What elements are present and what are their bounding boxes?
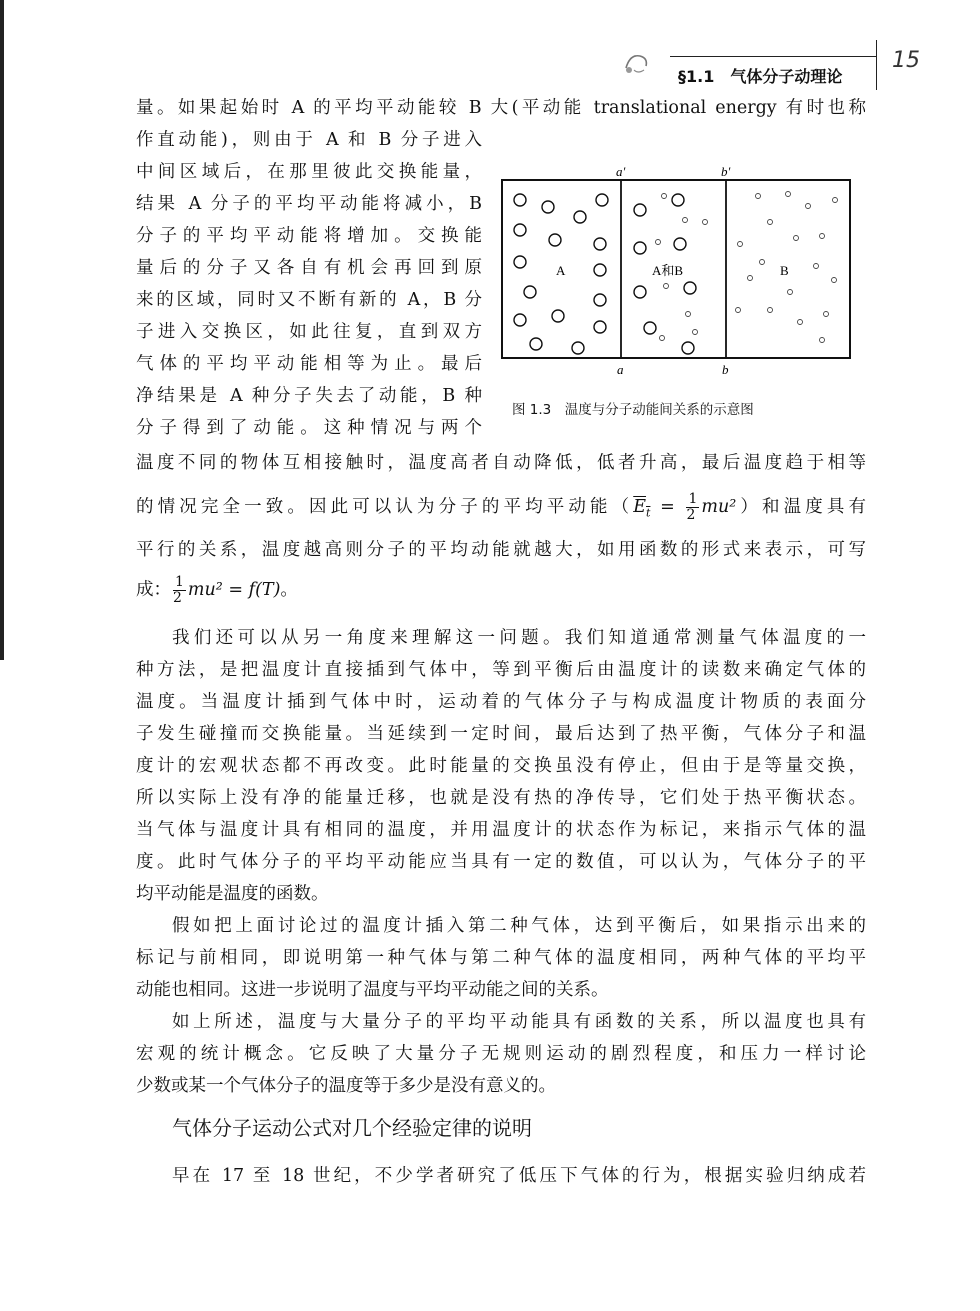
text-line: 度。此时气体分子的平均平动能应当具有一定的数值，可以认为，气体分子的平	[136, 852, 866, 872]
text-line: 我们还可以从另一角度来理解这一问题。我们知道通常测量气体温度的一	[172, 628, 866, 648]
text-fragment: 的情况完全一致。因此可以认为分子的平均平动能（	[136, 497, 634, 517]
text-line: 作直动能)，则由于 A 和 B 分子进入	[136, 130, 482, 150]
text-line: 早在 17 至 18 世纪，不少学者研究了低压下气体的行为，根据实验归纳成若	[172, 1166, 866, 1186]
text-line: 假如把上面讨论过的温度计插入第二种气体，达到平衡后，如果指示出来的	[172, 916, 866, 936]
text-line: 少数或某一个气体分子的温度等于多少是没有意义的。	[136, 1076, 556, 1096]
fraction	[173, 575, 186, 606]
text-line: 动能也相同。这进一步说明了温度与平均平动能之间的关系。	[136, 980, 609, 1000]
text-line: 当气体与温度计具有相同的温度，并用温度计的状态作为标记，来指示气体的温	[136, 820, 866, 840]
text-line: 均平动能是温度的函数。	[136, 884, 329, 904]
fraction-numerator: 1	[175, 574, 184, 590]
math-expression: mu² = f(T)	[187, 580, 281, 600]
paragraph-1-continued	[136, 444, 866, 612]
math-mean-energy	[633, 497, 651, 520]
text-line: 种方法，是把温度计直接插到气体中，等到平衡后由温度计的读数来确定气体的	[136, 660, 866, 680]
label-a: a	[617, 362, 624, 377]
text-line: 子进入交换区，如此往复，直到双方	[136, 322, 482, 342]
math-subscript: t	[646, 506, 651, 520]
fraction-denominator: 2	[173, 590, 182, 606]
text-line: 结果 A 分子的平均平动能将减小，B	[136, 194, 482, 214]
publisher-logo-icon	[620, 48, 654, 76]
text-line: 中间区域后，在那里彼此交换能量，	[136, 162, 482, 182]
text-line: 来的区域，同时又不断有新的 A，B 分	[136, 290, 482, 310]
formula-line	[136, 568, 866, 612]
header-divider	[876, 40, 877, 90]
figure-1-3	[500, 162, 860, 432]
text-line: 宏观的统计概念。它反映了大量分子无规则运动的剧烈程度，和压力一样讨论	[136, 1044, 866, 1064]
page-number: 15	[892, 48, 920, 73]
text-fragment: ）和温度具有	[736, 497, 866, 517]
text-fragment: 。	[280, 580, 298, 600]
section-title: §1.1 气体分子动理论	[678, 67, 843, 86]
fraction-denominator: 2	[686, 507, 696, 523]
text-line: 气体的平均平动能相等为止。最后	[136, 354, 482, 374]
math-expression: mu²	[701, 497, 737, 517]
text-fragment: 成：	[136, 580, 171, 600]
label-a-prime: a′	[616, 164, 626, 179]
formula-line	[136, 482, 866, 532]
region-a-label: A	[556, 263, 566, 278]
math-symbol: E	[633, 497, 647, 517]
text-line: 标记与前相同，即说明第一种气体与第二种气体的温度相同，两种气体的平均平	[136, 948, 866, 968]
text-line: 量后的分子又各自有机会再回到原	[136, 258, 482, 278]
label-b: b	[722, 362, 729, 377]
fraction	[686, 492, 699, 523]
text-line: 温度不同的物体互相接触时，温度高者自动降低，低者升高，最后温度趋于相等	[136, 453, 866, 473]
running-header	[620, 40, 960, 90]
text-line: 量。如果起始时 A 的平均平动能较 B 大(平动能 translational energy 有时也称	[136, 98, 866, 118]
region-ab-label: A和B	[652, 263, 684, 278]
text-line: 平行的关系，温度越高则分子的平均动能就越大，如用函数的形式来表示，可写	[136, 540, 866, 560]
text-line: 分子的平均平动能将增加。交换能	[136, 226, 482, 246]
text-line: 分子得到了动能。这种情况与两个	[136, 418, 482, 438]
page-edge-shadow	[0, 0, 4, 660]
region-b-label: B	[780, 263, 789, 278]
text-line: 度计的宏观状态都不再改变。此时能量的交换虽没有停止，但由于是等量交换，	[136, 756, 866, 776]
paragraph-5	[136, 1160, 866, 1192]
paragraph-3	[136, 910, 866, 1006]
text-line: 如上所述，温度与大量分子的平均平动能具有函数的关系，所以温度也具有	[172, 1012, 866, 1032]
text-line: 温度。当温度计插到气体中时，运动着的气体分子与构成温度计物质的表面分	[136, 692, 866, 712]
text-line: 净结果是 A 种分子失去了动能，B 种	[136, 386, 482, 406]
section-subheading: 气体分子运动公式对几个经验定律的说明	[172, 1116, 532, 1140]
text-line: 子发生碰撞而交换能量。当延续到一定时间，最后达到了热平衡，气体分子和温	[136, 724, 866, 744]
header-rule	[670, 56, 876, 57]
fraction-numerator: 1	[688, 491, 698, 507]
label-b-prime: b′	[721, 164, 731, 179]
math-equals: =	[650, 497, 685, 517]
paragraph-2	[136, 622, 866, 910]
diffusion-diagram	[500, 162, 860, 392]
paragraph-4	[136, 1006, 866, 1102]
figure-caption: 图 1.3 温度与分子动能间关系的示意图	[512, 402, 754, 418]
text-line: 所以实际上没有净的能量迁移，也就是没有热的净传导，它们处于热平衡状态。	[136, 788, 866, 808]
